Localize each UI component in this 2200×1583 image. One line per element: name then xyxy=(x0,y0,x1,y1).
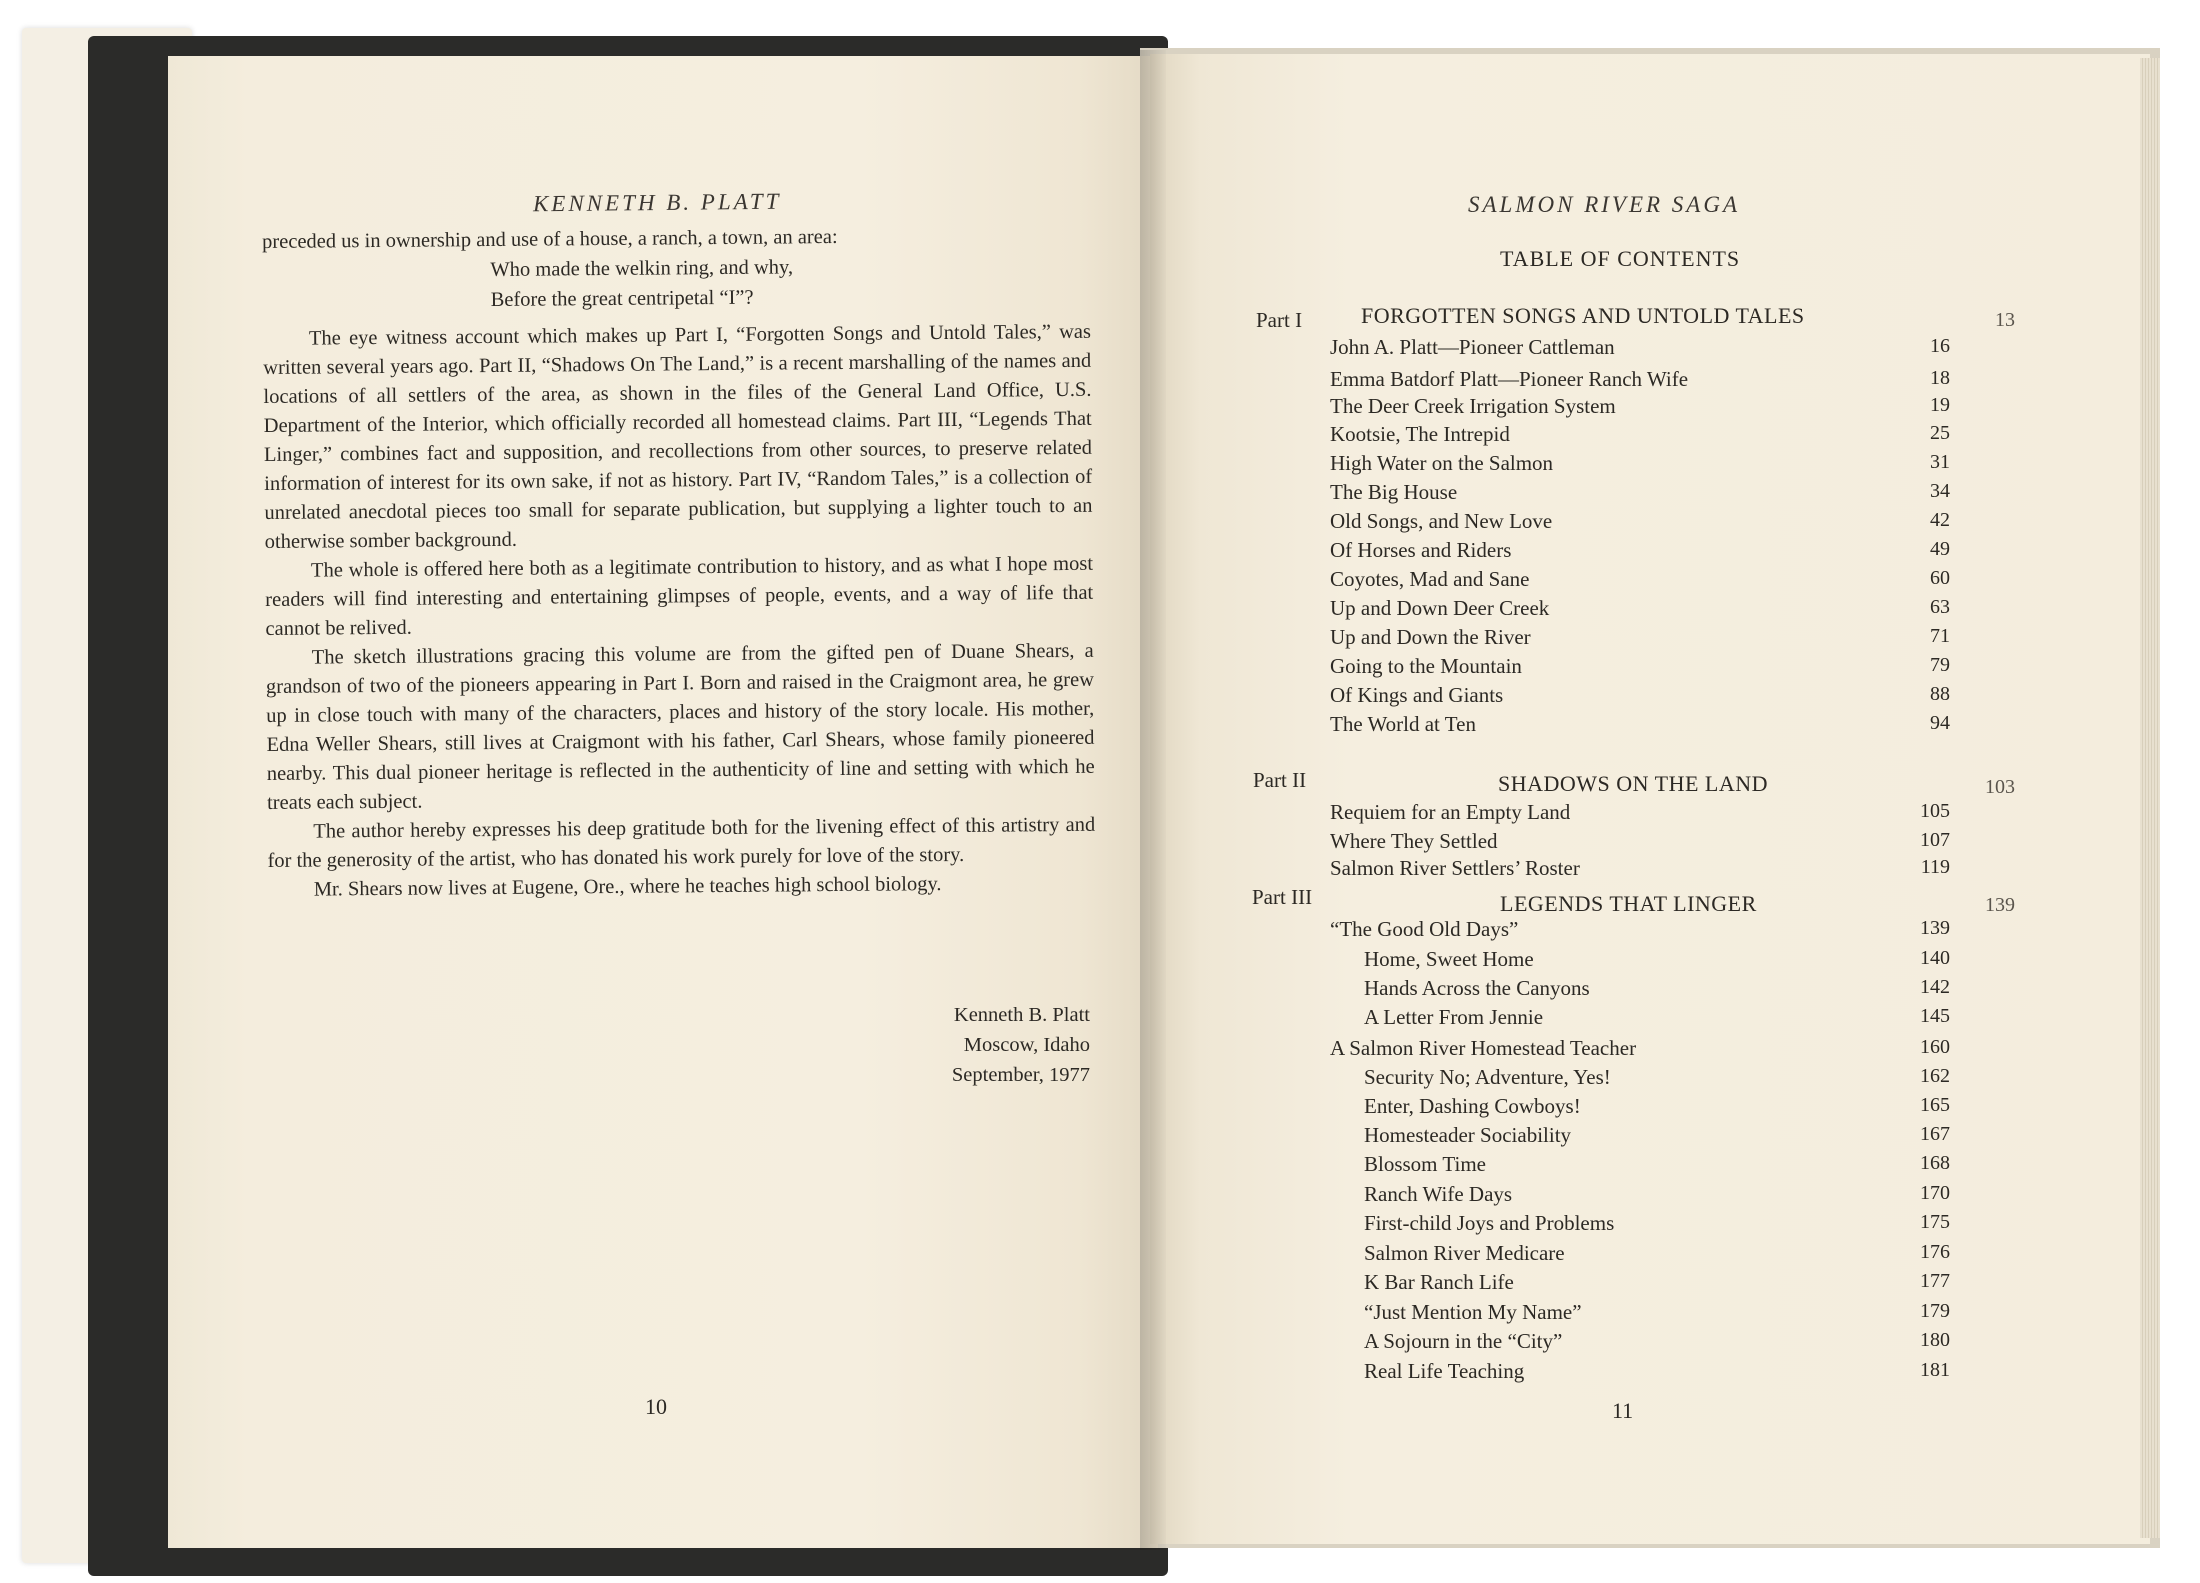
verse-line-2: Before the great centripetal “I”? xyxy=(490,286,754,312)
toc-entry: Coyotes, Mad and Sane 60 xyxy=(1330,567,1950,591)
page-edges xyxy=(2140,58,2160,1538)
toc-entry: Requiem for an Empty Land 105 xyxy=(1330,800,1950,824)
toc-entry: High Water on the Salmon 31 xyxy=(1330,451,1950,475)
toc-subentry: A Sojourn in the “City” 180 xyxy=(1364,1329,1950,1353)
toc-subentry: Homesteader Sociability 167 xyxy=(1364,1123,1950,1147)
left-running-head: KENNETH B. PLATT xyxy=(532,188,782,217)
toc-entry: The Deer Creek Irrigation System 19 xyxy=(1330,394,1950,418)
toc-subentry: Security No; Adventure, Yes! 162 xyxy=(1364,1065,1950,1089)
part-1-title: FORGOTTEN SONGS AND UNTOLD TALES xyxy=(1361,303,1805,328)
paragraph-illustrations: The sketch illustrations gracing this volume are from the gifted pen of Duane Shears, a grandson of two of the pioneers appearing in Part I. Born and raised in the Craigmont area, he grew up in close touch with many of the characters, places and history of the story locale. His mother, Edna Weller Shears, still lives at Craigmont with his father, Carl Shears, whose family pioneered nearby. This dual pioneer heritage is reflected in the authenticity of line and setting with which he treats each subject. xyxy=(265,639,1095,814)
toc-entry: The World at Ten 94 xyxy=(1330,712,1950,736)
part-3-title: LEGENDS THAT LINGER xyxy=(1500,891,1757,916)
part-1-label: Part I xyxy=(1256,308,1303,332)
toc-entry: Salmon River Settlers’ Roster 119 xyxy=(1330,856,1950,880)
part-1-page: 13 xyxy=(1995,309,2015,331)
toc-entry: John A. Platt—Pioneer Cattleman 16 xyxy=(1330,335,1950,359)
signature-date: September, 1977 xyxy=(951,1064,1090,1086)
toc-subentry: Real Life Teaching 181 xyxy=(1364,1359,1950,1383)
paragraph-parts: The eye witness account which makes up Part I, “Forgotten Songs and Untold Tales,” was written several years ago. Part II, “Shadows On The Land,” is a recent marshalling of the names and locations of all settlers of the area, as shown in the files of the General Land Office, U.S. Department of the Interior, which officially recorded all homestead claims. Part III, “Legends That Linger,” combines fact and supposition, and recollections from other sources, to preserve related information of interest for its own sake, if not as history. Part IV, “Random Tales,” is a collection of unrelated anecdotal pieces too small for separate publication, but supplying a lighter touch to an otherwise somber background. xyxy=(263,320,1093,553)
paragraph-gratitude: The author hereby expresses his deep gratitude both for the livening effect of this artistry and for the generosity of the artist, who has donated his work purely for love of the story. xyxy=(267,813,1096,872)
paragraph-eugene: Mr. Shears now lives at Eugene, Ore., where he teaches high school biology. xyxy=(313,873,942,901)
signature-name: Kenneth B. Platt xyxy=(953,1004,1090,1026)
toc-title: TABLE OF CONTENTS xyxy=(1500,246,1741,271)
toc-entry: Of Horses and Riders 49 xyxy=(1330,538,1950,562)
paragraph-0: preceded us in ownership and use of a house, a ranch, a town, an area: xyxy=(262,225,838,253)
part-2-title: SHADOWS ON THE LAND xyxy=(1498,771,1769,796)
toc-entry: The Big House 34 xyxy=(1330,480,1950,504)
book-gutter xyxy=(1140,50,1166,1550)
toc-entry: Going to the Mountain 79 xyxy=(1330,654,1950,678)
part-2-page: 103 xyxy=(1985,776,2015,798)
paragraph-offering: The whole is offered here both as a legitimate contribution to history, and as what I hope most readers will find interesting and entertaining glimpses of people, events, and a way of life that cannot be relived. xyxy=(265,552,1094,640)
toc-entry: “The Good Old Days” 139 xyxy=(1330,917,1950,941)
part-2-label: Part II xyxy=(1253,768,1307,792)
toc-entry: A Salmon River Homestead Teacher 160 xyxy=(1330,1036,1950,1060)
toc-entry: Up and Down the River 71 xyxy=(1330,625,1950,649)
toc-subentry: A Letter From Jennie 145 xyxy=(1364,1005,1950,1029)
toc-subentry: Blossom Time 168 xyxy=(1364,1152,1950,1176)
signature-place: Moscow, Idaho xyxy=(963,1034,1090,1056)
toc-entry: Old Songs, and New Love 42 xyxy=(1330,509,1950,533)
toc-subentry: Hands Across the Canyons 142 xyxy=(1364,976,1950,1000)
toc-entry: Emma Batdorf Platt—Pioneer Ranch Wife 18 xyxy=(1330,367,1950,391)
toc-entry: Where They Settled 107 xyxy=(1330,829,1950,853)
right-page-number: 11 xyxy=(1612,1398,1634,1423)
toc-subentry: K Bar Ranch Life 177 xyxy=(1364,1270,1950,1294)
toc-subentry: Home, Sweet Home 140 xyxy=(1364,947,1950,971)
left-page-number: 10 xyxy=(645,1394,667,1419)
toc-subentry: First-child Joys and Problems 175 xyxy=(1364,1211,1950,1235)
toc-entry: Kootsie, The Intrepid 25 xyxy=(1330,422,1950,446)
toc-subentry: Ranch Wife Days 170 xyxy=(1364,1182,1950,1206)
toc-entry: Of Kings and Giants 88 xyxy=(1330,683,1950,707)
toc-subentry: “Just Mention My Name” 179 xyxy=(1364,1300,1950,1324)
signature-block xyxy=(800,1000,1090,1090)
toc-entry: Up and Down Deer Creek 63 xyxy=(1330,596,1950,620)
foreword-text xyxy=(262,221,1096,905)
part-3-page: 139 xyxy=(1985,894,2015,916)
toc-subentry: Enter, Dashing Cowboys! 165 xyxy=(1364,1094,1950,1118)
part-3-label: Part III xyxy=(1252,885,1313,909)
right-running-head: SALMON RIVER SAGA xyxy=(1468,192,1741,217)
toc-subentry: Salmon River Medicare 176 xyxy=(1364,1241,1950,1265)
verse-line-1: Who made the welkin ring, and why, xyxy=(490,256,794,282)
